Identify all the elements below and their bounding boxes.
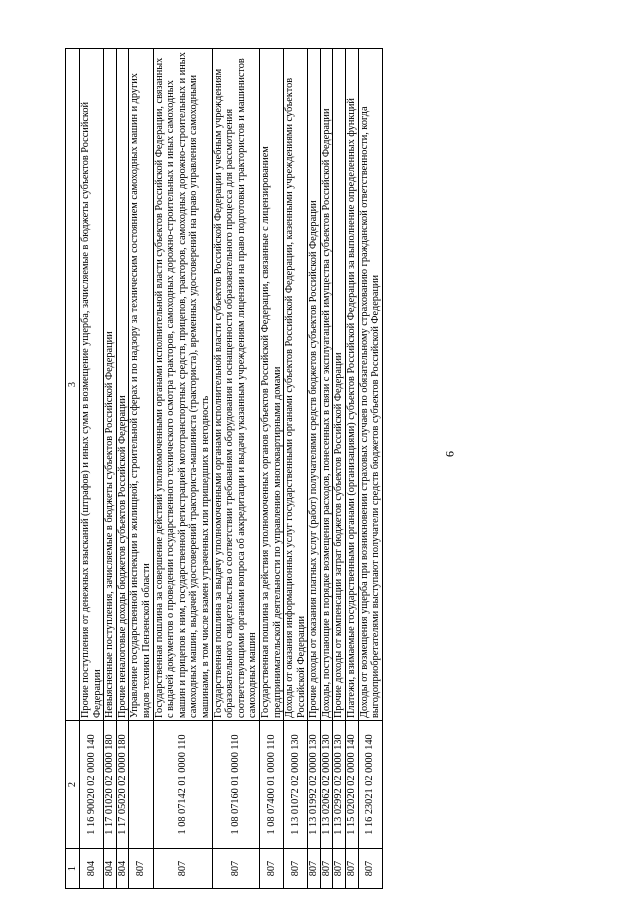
table-row <box>153 49 212 889</box>
header-col-1: 1 <box>66 849 80 889</box>
budget-code-cell: 1 16 23021 02 0000 140 <box>358 721 382 849</box>
revenue-name-cell: Государственная пошлина за действия уполномоченных органов субъектов Российской Федерации, связанные с лицензированием предпринимательской деятельности по управлению многоквартирными домами <box>259 49 283 721</box>
table-row <box>358 49 382 889</box>
revenue-name-cell: Прочие доходы от компенсации затрат бюджетов субъектов Российской Федерации <box>333 49 346 721</box>
revenue-name-cell: Платежи, взимаемые государственными органами (организациями) субъектов Российской Федерации за выполнение определенных функций <box>346 49 359 721</box>
table-row <box>308 49 321 889</box>
revenue-name-cell: Прочие неналоговые доходы бюджетов субъектов Российской Федерации <box>116 49 129 721</box>
budget-code-cell: 1 08 07160 01 0000 110 <box>212 721 259 849</box>
revenue-name-cell: Государственная пошлина за совершение действий уполномоченными органами исполнительной власти субъектов Российской Федерации, связанных с выдачей документов о проведении государственного технического осмотра тракторов, самоходных дорожно-строительных и иных самоходных машин и прицепов к ним, государственной регистрацией мототранспортных средств, прицепов, тракторов, самоходных дорожно-строительных и иных самоходных машин, выдачей удостоверений тракториста-машиниста (тракториста), временных удостоверений на право управления самоходными машинами, в том числе взамен утраченных или пришедших в негодность <box>153 49 212 721</box>
header-col-2: 2 <box>66 721 80 849</box>
budget-code-cell: 1 15 02020 02 0000 140 <box>346 721 359 849</box>
table-row <box>346 49 359 889</box>
admin-code-cell: 807 <box>129 849 153 889</box>
revenue-name-cell: Прочие поступления от денежных взысканий (штрафов) и иных сумм в возмещение ущерба, зачисляемые в бюджеты субъектов Российской Федерации <box>80 49 104 721</box>
budget-code-cell: 1 08 07400 01 0000 110 <box>259 721 283 849</box>
admin-code-cell: 804 <box>116 849 129 889</box>
header-row <box>66 49 80 889</box>
admin-code-cell: 807 <box>346 849 359 889</box>
table-row <box>212 49 259 889</box>
revenue-name-cell: Невыясненные поступления, зачисляемые в бюджеты субъектов Российской Федерации <box>104 49 117 721</box>
budget-code-cell: 1 13 02992 02 0000 130 <box>333 721 346 849</box>
admin-code-cell: 807 <box>308 849 321 889</box>
table-row <box>284 49 308 889</box>
budget-code-cell: 1 17 01020 02 0000 180 <box>104 721 117 849</box>
table-row <box>259 49 283 889</box>
admin-code-cell: 807 <box>284 849 308 889</box>
budget-code-cell <box>129 721 153 849</box>
admin-code-cell: 807 <box>320 849 333 889</box>
budget-code-cell: 1 13 01992 02 0000 130 <box>308 721 321 849</box>
budget-code-cell: 1 08 07142 01 0000 110 <box>153 721 212 849</box>
admin-code-cell: 804 <box>104 849 117 889</box>
revenue-table-wrapper <box>65 49 622 889</box>
admin-code-cell: 807 <box>212 849 259 889</box>
admin-code-cell: 807 <box>259 849 283 889</box>
admin-code-cell: 807 <box>153 849 212 889</box>
revenue-name-cell: Управление государственной инспекции в жилищной, строительной сферах и по надзору за техническим состоянием самоходных машин и других видов техники Пензенской области <box>129 49 153 721</box>
revenue-table <box>65 48 383 889</box>
table-row <box>116 49 129 889</box>
revenue-name-cell: Доходы, поступающие в порядке возмещения расходов, понесенных в связи с эксплуатацией имущества субъектов Российской Федерации <box>320 49 333 721</box>
table-row <box>129 49 153 889</box>
budget-code-cell: 1 16 90020 02 0000 140 <box>80 721 104 849</box>
budget-code-cell: 1 13 02062 02 0000 130 <box>320 721 333 849</box>
admin-code-cell: 807 <box>333 849 346 889</box>
table-row <box>320 49 333 889</box>
table-body <box>80 49 383 889</box>
table-row <box>104 49 117 889</box>
budget-code-cell: 1 13 01072 02 0000 130 <box>284 721 308 849</box>
budget-code-cell: 1 17 05020 02 0000 180 <box>116 721 129 849</box>
header-col-3: 3 <box>66 49 80 721</box>
revenue-name-cell: Государственная пошлина за выдачу уполномоченными органами исполнительной власти субъектов Российской Федерации учебным учреждениям образовательного свидетельства о соответствии требованиям оборудования и оснащенности образовательного процесса для рассмотрения соответствующими органами вопроса об аккредитации и выдачи указанным учреждениям лицензии на право подготовки трактористов и машинистов самоходных машин <box>212 49 259 721</box>
revenue-name-cell: Доходы от возмещения ущерба при возникновении страховых случаев по обязательному страхованию гражданской ответственности, когда выгодоприобретателями выступают получатели средств бюджетов субъектов Российской Федерации <box>358 49 382 721</box>
page-number: 9 <box>443 451 457 457</box>
revenue-name-cell: Прочие доходы от оказания платных услуг (работ) получателями средств бюджетов субъектов Российской Федерации <box>308 49 321 721</box>
revenue-name-cell: Доходы от оказания информационных услуг государственными органами субъектов Российской Федерации, казенными учреждениями субъектов Российской Федерации <box>284 49 308 721</box>
admin-code-cell: 807 <box>358 849 382 889</box>
admin-code-cell: 804 <box>80 849 104 889</box>
table-row <box>333 49 346 889</box>
table-row <box>80 49 104 889</box>
